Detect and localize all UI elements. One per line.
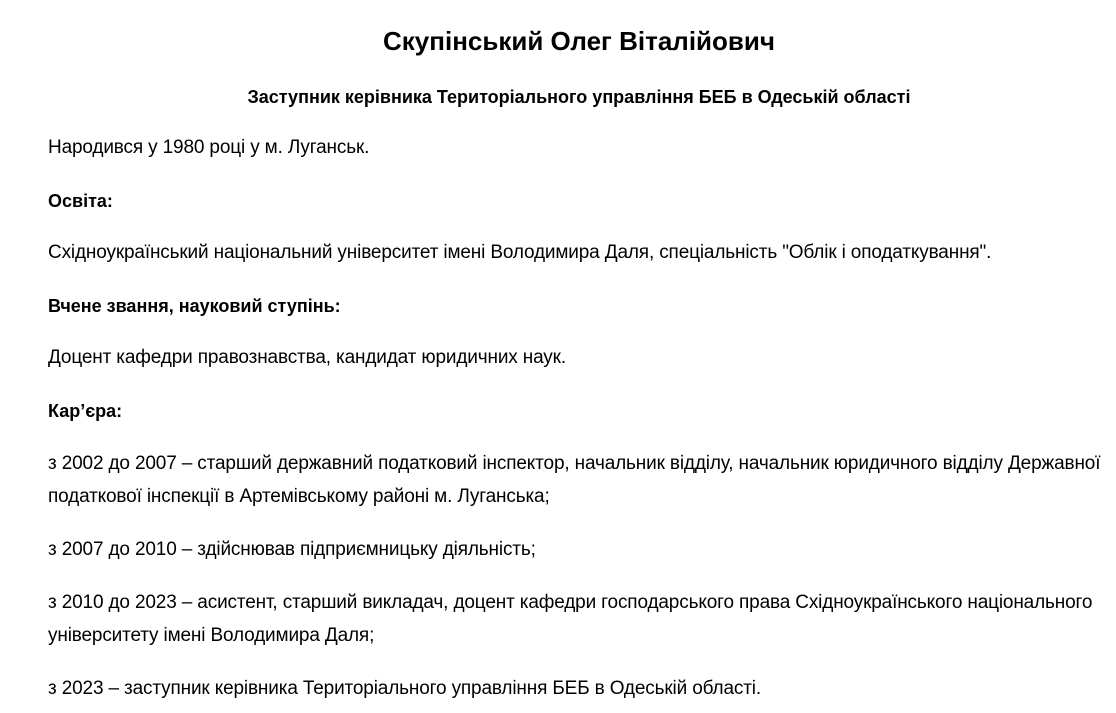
person-name: Скупінський Олег Віталійович xyxy=(383,26,775,56)
education-heading: Освіта: xyxy=(48,191,113,211)
career-heading: Кар’єра: xyxy=(48,401,123,421)
education-text: Східноукраїнський національний університет імені Володимира Даля, спеціальність "Облік і оподаткування". xyxy=(48,242,992,263)
career-item: з 2010 до 2023 – асистент, старший викладач, доцент кафедри господарського права Східноукраїнського національного університету імені Володимира Даля; xyxy=(48,592,1093,646)
person-position: Заступник керівника Територіального управління БЕБ в Одеській області xyxy=(247,87,911,107)
career-item: з 2002 до 2007 – старший державний податковий інспектор, начальник відділу, начальник юридичного відділу Державної податкової інспекції в Артемівському районі м. Луганська; xyxy=(48,453,1101,507)
career-item: з 2007 до 2010 – здійснював підприємницьку діяльність; xyxy=(48,539,536,560)
career-item: з 2023 – заступник керівника Територіального управління БЕБ в Одеській області. xyxy=(48,678,761,699)
birth-info: Народився у 1980 році у м. Луганськ. xyxy=(48,137,370,158)
degree-heading: Вчене звання, науковий ступінь: xyxy=(48,296,341,316)
degree-text: Доцент кафедри правознавства, кандидат юридичних наук. xyxy=(48,347,566,368)
